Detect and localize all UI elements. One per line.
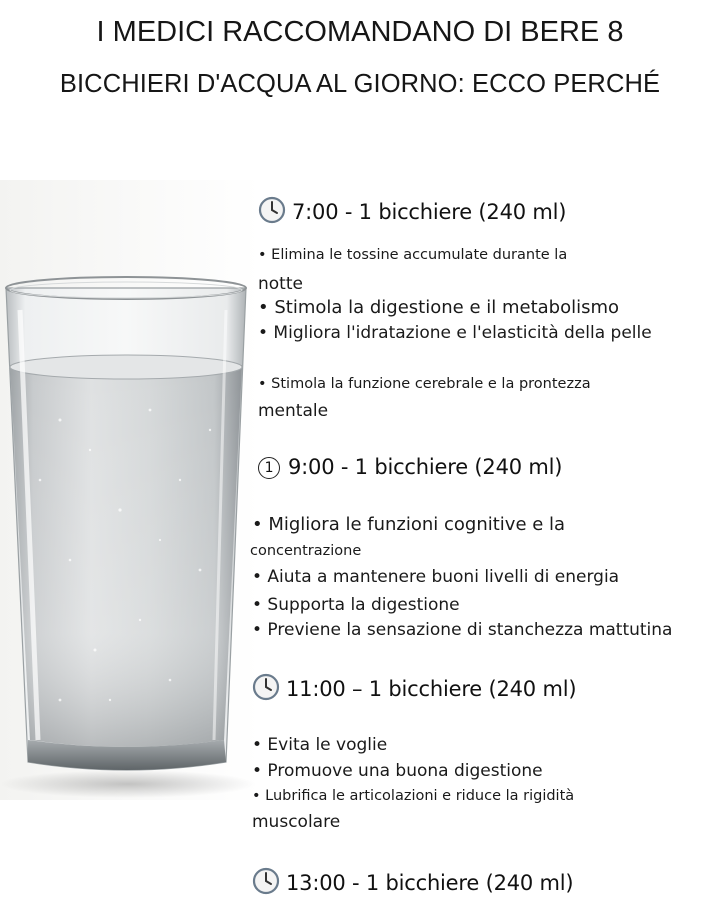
section-2-line-3: • Aiuta a mantenere buoni livelli di energia [252,567,620,587]
clock-icon [252,673,280,701]
section-3-line-2: • Promuove una buona digestione [252,761,543,781]
section-4-heading-text: 13:00 - 1 bicchiere (240 ml) [286,871,574,895]
clock-icon [252,867,280,895]
section-3-line-1: • Evita le voglie [252,735,388,755]
section-2-line-2: concentrazione [250,543,362,559]
clock-icon [258,196,286,224]
page-title-line-1: I MEDICI RACCOMANDANO DI BERE 8 [96,16,624,48]
section-3-heading-text: 11:00 – 1 bicchiere (240 ml) [286,677,577,701]
section-2-heading-text: 9:00 - 1 bicchiere (240 ml) [288,455,563,479]
section-2-line-4: • Supporta la digestione [252,595,460,615]
section-1-line-1: • Elimina le tossine accumulate durante la [258,247,568,263]
circled-one-icon: 1 [258,457,280,479]
section-1-line-4: • Migliora l'idratazione e l'elasticità della pelle [258,323,652,343]
page-title-line-2: BICCHIERI D'ACQUA AL GIORNO: ECCO PERCHÉ [59,70,661,98]
section-3-line-3: • Lubrifica le articolazioni e riduce la rigidità [252,788,575,804]
section-1-line-6: mentale [258,401,329,421]
section-1-heading-text: 7:00 - 1 bicchiere (240 ml) [292,200,567,224]
section-2-heading [258,455,562,479]
section-1-line-2: notte [258,274,303,294]
section-1-line-3: • Stimola la digestione e il metabolismo [258,297,620,318]
section-4-heading [252,867,573,895]
water-glass-image [0,180,260,800]
section-1-line-5: • Stimola la funzione cerebrale e la prontezza [258,376,591,392]
section-1-heading [258,196,566,224]
section-3-heading [252,673,576,701]
section-2-line-5: • Previene la sensazione di stanchezza mattutina [252,620,673,640]
section-3-line-4: muscolare [252,812,341,832]
section-2-line-1: • Migliora le funzioni cognitive e la [252,514,566,535]
